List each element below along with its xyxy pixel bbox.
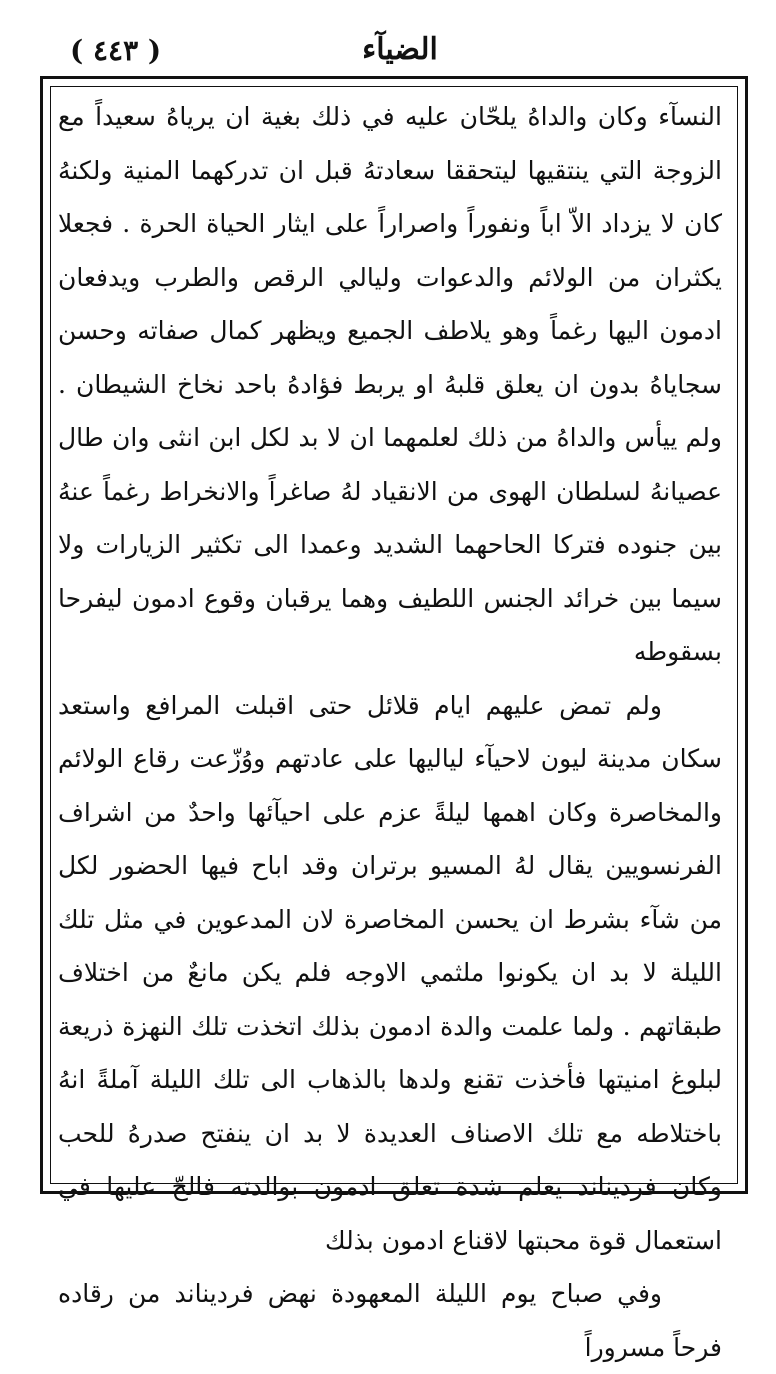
paragraph-3: وفي صباح يوم الليلة المعهودة نهض فرديناند من رقاده فرحاً مسروراً xyxy=(58,1279,722,1362)
journal-title: الضيآء xyxy=(362,32,438,67)
page-number: ( ٤٤٣ ) xyxy=(70,34,162,67)
article-body xyxy=(58,90,722,1374)
page-header xyxy=(40,28,760,72)
paragraph-1: النسآء وكان والداهُ يلحّان عليه في ذلك بغية ان يرياهُ سعيداً مع الزوجة التي ينتقيها ليتحققا سعادتهُ قبل ان تدركهما المنية ولكنهُ كان لا يزداد الاّ اباً ونفوراً واصراراً على ايثار الحياة الحرة . فجعلا يكثران من الولائم والدعوات وليالي الرقص والطرب ويدفعان ادمون اليها رغماً وهو يلاطف الجميع ويظهر كمال صفاته وحسن سجاياهُ بدون ان يعلق قلبهُ او يربط فؤادهُ باحد نخاخ الشيطان . ولم ييأس والداهُ من ذلك لعلمهما ان لا بد لكل ابن انثى وان طال عصيانهُ لسلطان الهوى من الانقياد لهُ صاغراً والانخراط رغماً عنهُ بين جنوده فتركا الحاحهما الشديد وعمدا الى تكثير الزيارات ولا سيما بين خرائد الجنس اللطيف وهما يرقبان وقوع ادمون ليفرحا بسقوطه xyxy=(58,102,722,666)
paragraph-2: ولم تمض عليهم ايام قلائل حتى اقبلت المرافع واستعد سكان مدينة ليون لاحيآء لياليها على عادتهم ووُزّعت رقاع الولائم والمخاصرة وكان اهمها ليلةً عزم على احيآئها واحدٌ من اشراف الفرنسويين يقال لهُ المسيو برتران وقد اباح فيها الحضور لكل من شآء بشرط ان يحسن المخاصرة لان المدعوين في مثل تلك الليلة لا بد ان يكونوا ملثمي الاوجه فلم يكن مانعٌ من اختلاف طبقاتهم . ولما علمت والدة ادمون بذلك اتخذت تلك النهزة ذريعة لبلوغ امنيتها فأخذت تقنع ولدها بالذهاب الى تلك الليلة آملةً انهُ باختلاطه مع تلك الاصناف العديدة لا بد ان ينفتح صدرهُ للحب وكان فرديناند يعلم شدة تعلق ادمون بوالدته فالحّ عليها في استعمال قوة محبتها لاقناع ادمون بذلك xyxy=(58,690,722,1255)
